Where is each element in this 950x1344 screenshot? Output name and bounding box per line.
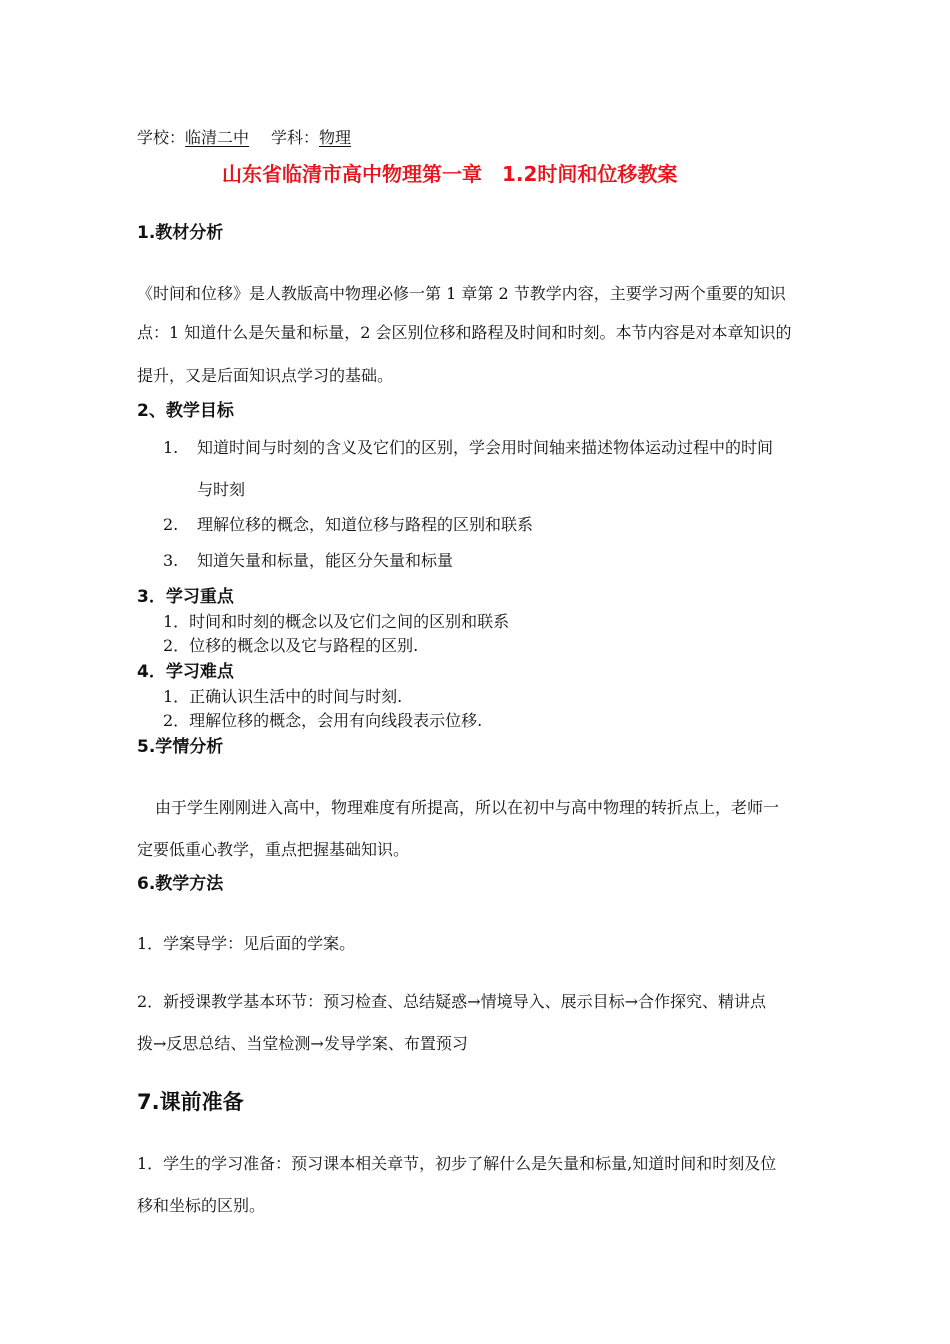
list-item-text: 知道时间与时刻的含义及它们的区别，学会用时间轴来描述物体运动过程中的时间 (197, 438, 774, 457)
paragraph-line: 1．学生的学习准备：预习课本相关章节，初步了解什么是矢量和标量,知道时间和时刻及位 (137, 1154, 777, 1173)
paragraph-line: 移和坐标的区别。 (137, 1196, 266, 1215)
list-item: 1．时间和时刻的概念以及它们之间的区别和联系 (163, 612, 510, 631)
section-heading-3: 3．学习重点 (137, 587, 234, 607)
list-item-text: 理解位移的概念，知道位移与路程的区别和联系 (197, 515, 534, 534)
section-heading-6: 6.教学方法 (137, 874, 224, 894)
section-heading-2: 2、教学目标 (137, 401, 234, 421)
section-heading-5: 5.学情分析 (137, 737, 224, 757)
list-item-number: 2. (163, 515, 179, 534)
list-item-text: 知道矢量和标量，能区分矢量和标量 (197, 551, 454, 570)
school-value: 临清二中 (185, 128, 250, 147)
section-heading-7: 7.课前准备 (137, 1090, 244, 1114)
school-label: 学校： (137, 128, 186, 147)
list-item-number: 3. (163, 551, 179, 570)
paragraph-line: 点：1 知道什么是矢量和标量，2 会区别位移和路程及时间和时刻。本节内容是对本章知识的 (137, 323, 792, 342)
section-heading-1: 1.教材分析 (137, 223, 224, 243)
paragraph-line: 2．新授课教学基本环节：预习检查、总结疑惑→情境导入、展示目标→合作探究、精讲点 (137, 992, 766, 1011)
paragraph-line: 《时间和位移》是人教版高中物理必修一第 1 章第 2 节教学内容，主要学习两个重要的知识 (137, 284, 786, 303)
paragraph-line: 定要低重心教学，重点把握基础知识。 (137, 840, 410, 859)
list-item (163, 438, 773, 458)
paragraph-line: 1．学案导学：见后面的学案。 (137, 934, 356, 953)
paragraph-line: 拨→反思总结、当堂检测→发导学案、布置预习 (137, 1034, 468, 1053)
list-item (163, 515, 533, 535)
subject-value: 物理 (319, 128, 352, 147)
list-item: 1．正确认识生活中的时间与时刻. (163, 687, 403, 706)
header-line (137, 128, 351, 148)
paragraph-line: 由于学生刚刚进入高中，物理难度有所提高，所以在初中与高中物理的转折点上，老师一 (155, 798, 780, 817)
document-title: 山东省临清市高中物理第一章 1.2时间和位移教案 (222, 162, 678, 186)
list-item-number: 1. (163, 438, 179, 457)
paragraph-line: 提升，又是后面知识点学习的基础。 (137, 366, 394, 385)
list-item: 2．理解位移的概念，会用有向线段表示位移. (163, 711, 483, 730)
list-item (163, 551, 453, 571)
list-item: 2．位移的概念以及它与路程的区别. (163, 636, 419, 655)
list-item-continuation: 与时刻 (197, 480, 246, 499)
section-heading-4: 4．学习难点 (137, 662, 234, 682)
subject-label: 学科： (271, 128, 320, 147)
